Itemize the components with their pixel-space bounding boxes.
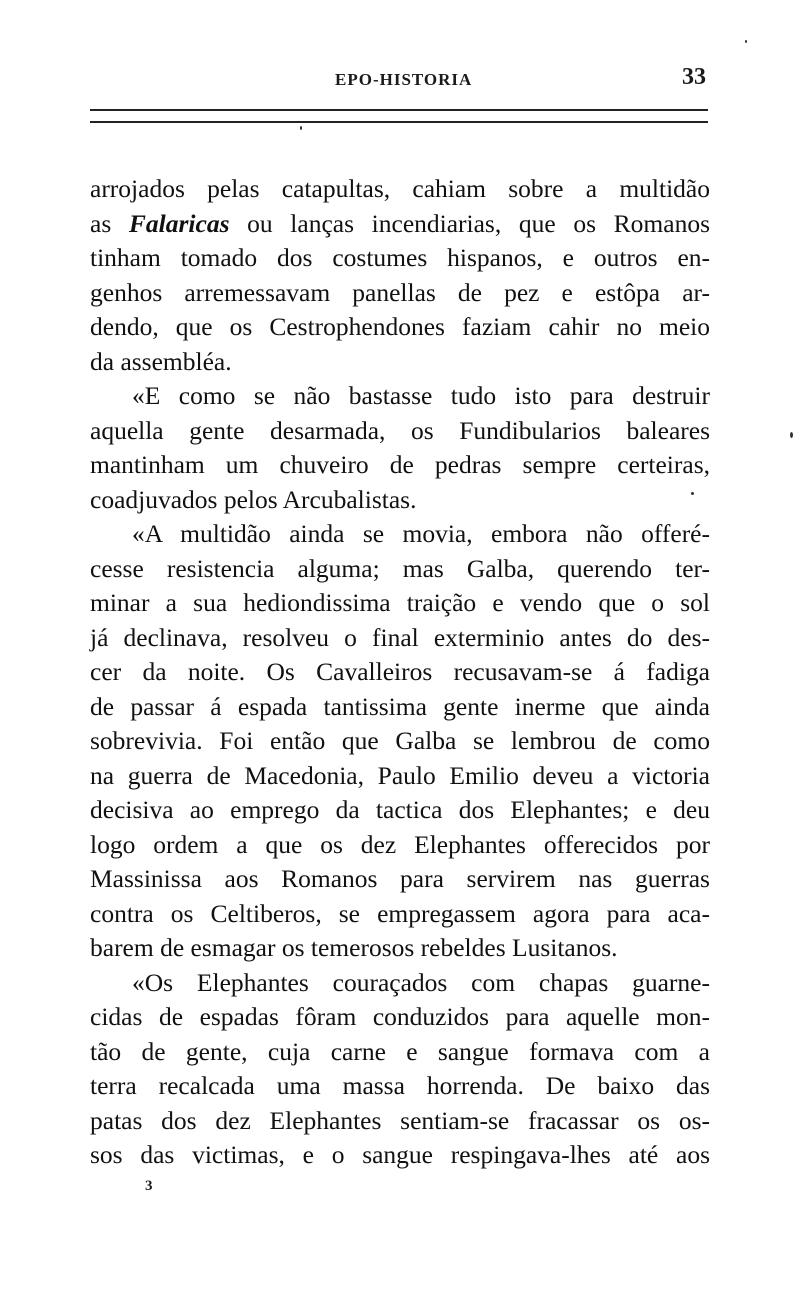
body-text <box>90 172 710 1173</box>
scan-speck <box>790 432 793 438</box>
text-line: «A multidão ainda se movia, embora não offeré- <box>132 519 710 548</box>
text-line: mantinham um chuveiro de pedras sempre certeiras, <box>90 450 710 479</box>
text-line: terra recalcada uma massa horrenda. De baixo das <box>90 1071 710 1100</box>
text-line: aquella gente desarmada, os Fundibularios baleares <box>90 415 710 445</box>
text-line: dendo, que os Cestrophendones faziam cahir no meio <box>90 312 710 341</box>
text-line: cesse resistencia alguma; mas Galba, querendo ter- <box>90 553 710 583</box>
text-line <box>90 207 710 242</box>
text-line: cer da noite. Os Cavalleiros recusavam-se á fadiga <box>90 657 710 686</box>
text-line: cidas de espadas fôram conduzidos para aquelle mon- <box>90 1002 710 1031</box>
signature-mark: 3 <box>145 1178 153 1194</box>
text-line: «Os Elephantes couraçados com chapas guarne- <box>132 967 710 997</box>
scan-speck <box>691 492 694 495</box>
text-line: de passar á espada tantissima gente inerme que ainda <box>90 691 710 721</box>
header-rule-bottom <box>90 121 708 123</box>
scan-speck <box>300 126 302 130</box>
text-line: na guerra de Macedonia, Paulo Emilio deveu a victoria <box>90 760 710 790</box>
text-line: arrojados pelas catapultas, cahiam sobre a multidão <box>90 174 710 203</box>
scan-speck <box>745 40 747 43</box>
text-line: decisiva ao emprego da tactica dos Elephantes; e deu <box>90 795 710 824</box>
text-fragment: ou lanças incendiarias, que os Romanos <box>247 208 711 238</box>
text-line: «E como se não bastasse tudo isto para destruir <box>132 381 710 410</box>
text-line: Massinissa aos Romanos para servirem nas guerras <box>90 864 710 893</box>
text-line: contra os Celtiberos, se empregassem agora para aca- <box>90 898 710 928</box>
text-line: sos das victimas, e o sangue respingava-lhes até aos <box>90 1140 710 1169</box>
text-line: já declinava, resolveu o final exterminio antes do des- <box>90 622 710 652</box>
text-line: barem de esmagar os temerosos rebeldes Lusitanos. <box>90 933 618 962</box>
header-rule-top <box>90 109 708 111</box>
text-line: genhos arremessavam panellas de pez e estôpa ar- <box>90 277 710 307</box>
text-line: da assembléa. <box>90 346 232 376</box>
text-line: sobrevivia. Foi então que Galba se lembrou de como <box>90 726 710 755</box>
text-line: logo ordem a que os dez Elephantes offerecidos por <box>90 829 710 859</box>
page-number: 33 <box>682 64 706 90</box>
text-line: patas dos dez Elephantes sentiam-se fracassar os os- <box>90 1105 710 1135</box>
text-line: minar a sua hediondissima traição e vendo que o sol <box>90 588 710 617</box>
text-fragment: as <box>90 208 112 238</box>
text-line: tinham tomado dos costumes hispanos, e outros en- <box>90 243 710 272</box>
running-head <box>90 64 710 94</box>
text-line: coadjuvados pelos Arcubalistas. <box>90 484 417 514</box>
italic-term: Falaricas <box>128 208 230 238</box>
text-line: tão de gente, cuja carne e sangue formava com a <box>90 1036 710 1066</box>
running-title: EPO-HISTORIA <box>335 70 473 89</box>
